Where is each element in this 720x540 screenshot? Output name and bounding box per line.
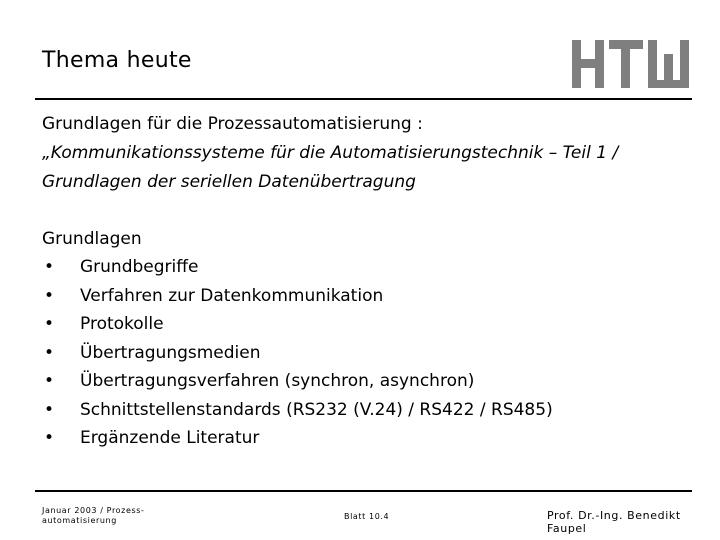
bullet-icon: • bbox=[44, 257, 55, 277]
slide-title: Thema heute bbox=[42, 48, 192, 73]
footer-author: Prof. Dr.-Ing. Benedikt Faupel bbox=[547, 509, 681, 535]
htw-logo bbox=[572, 40, 692, 88]
list-item bbox=[42, 310, 553, 339]
list-item-text: Verfahren zur Datenkommunikation bbox=[80, 285, 384, 306]
title-divider bbox=[35, 98, 692, 100]
list-item bbox=[42, 367, 553, 396]
list-item-text: Schnittstellenstandards (RS232 (V.24) / RS422 / RS485) bbox=[80, 399, 553, 420]
list-item-text: Ergänzende Literatur bbox=[80, 428, 260, 448]
bullet-icon: • bbox=[44, 399, 55, 420]
intro-line-1: Grundlagen für die Prozessautomatisierung : bbox=[42, 114, 423, 134]
footer-page-number: Blatt 10.4 bbox=[344, 512, 390, 521]
footer-date-course bbox=[42, 506, 162, 526]
list-item bbox=[42, 424, 553, 453]
list-item bbox=[42, 253, 553, 282]
list-item bbox=[42, 339, 553, 368]
footer-date-line: Januar 2003 / Prozess- bbox=[42, 506, 145, 515]
list-item bbox=[42, 282, 553, 311]
footer-course-line: automatisierung bbox=[42, 516, 117, 525]
intro-line-3: Grundlagen der seriellen Datenübertragung bbox=[42, 172, 416, 192]
bullet-icon: • bbox=[44, 342, 55, 363]
list-item-text: Grundbegriffe bbox=[80, 257, 199, 277]
bullet-icon: • bbox=[44, 285, 55, 306]
footer-divider bbox=[35, 490, 692, 492]
list-item-text: Übertragungsmedien bbox=[80, 342, 261, 363]
bullet-icon: • bbox=[44, 428, 55, 448]
bullet-icon: • bbox=[44, 371, 55, 391]
intro-line-2: „Kommunikationssysteme für die Automatisierungstechnik – Teil 1 / bbox=[42, 143, 619, 163]
bullet-icon: • bbox=[44, 314, 55, 334]
intro-block bbox=[42, 110, 618, 197]
list-item-text: Protokolle bbox=[80, 314, 164, 334]
list-item-text: Übertragungsverfahren (synchron, asynchron) bbox=[80, 371, 475, 391]
section-heading: Grundlagen bbox=[42, 229, 142, 249]
list-item bbox=[42, 396, 553, 425]
topic-list bbox=[42, 253, 553, 453]
